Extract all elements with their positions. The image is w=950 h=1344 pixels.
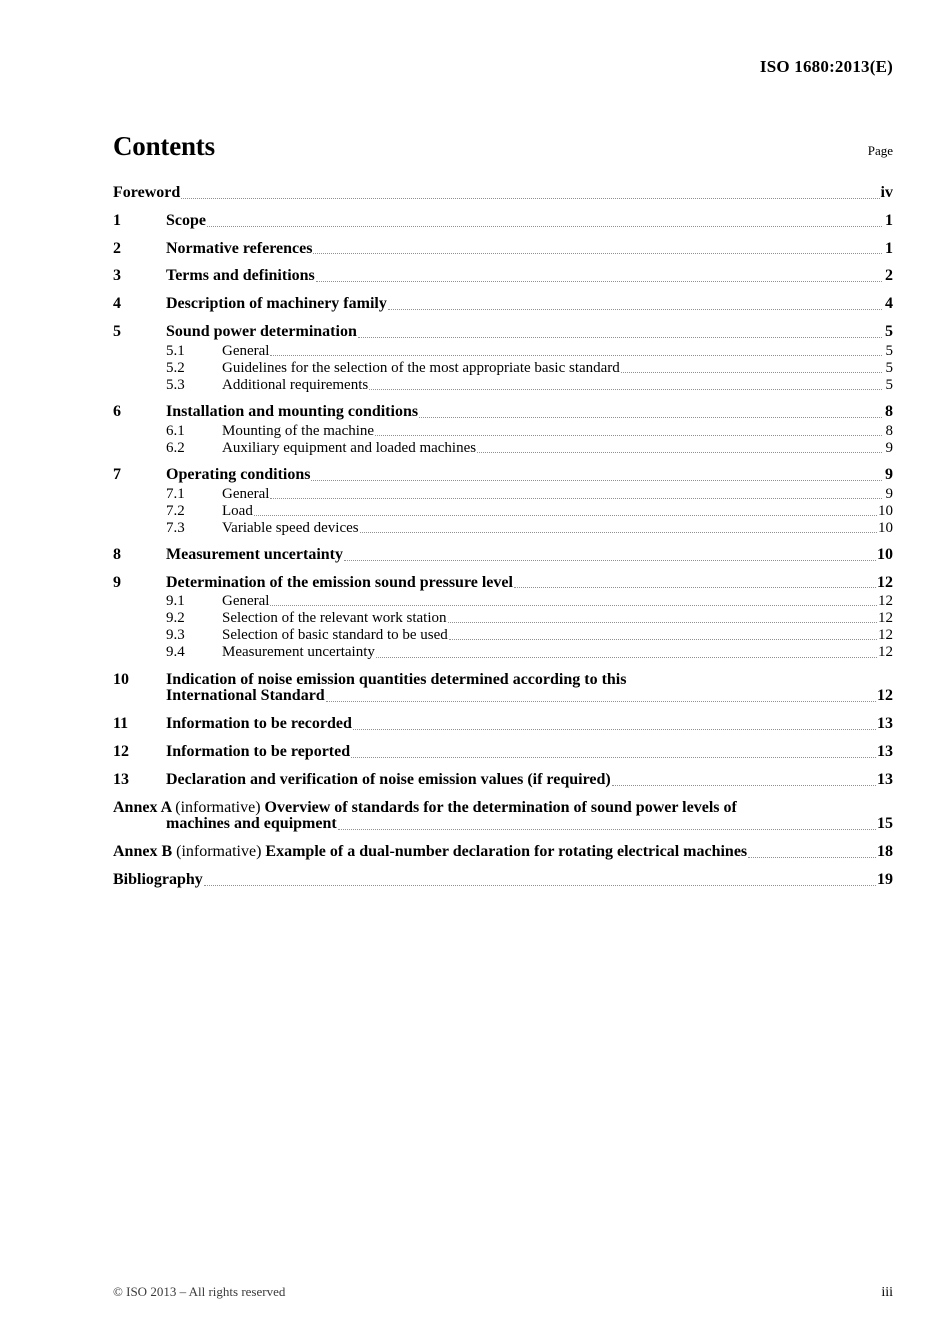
dot-leader [270,593,877,609]
toc-entry-number: 9.1 [166,593,185,610]
toc-entry-number: 11 [113,715,129,733]
toc-entry-title: Terms and definitions [166,267,315,285]
dot-leader [270,343,882,359]
dot-leader [338,817,876,833]
toc-entry-number: 1 [113,211,121,229]
toc-entry-number: 6.2 [166,439,185,456]
dot-leader [344,548,876,564]
annex-label: Annex B [113,843,177,861]
toc-entry-page: 10 [877,545,893,563]
toc-entry-title: General [222,342,270,359]
dot-leader [514,575,876,591]
toc-entry-page: iv [880,184,893,201]
toc-entry[interactable] [113,404,893,421]
toc-entry-title: Normative references [166,239,313,257]
toc-entry-page: 5 [885,376,893,393]
dot-leader [270,486,882,502]
bibliography-title: Bibliography [113,870,203,888]
toc-entry-title: Operating conditions [166,465,311,483]
toc-entry-title: General [222,485,270,502]
toc-bibliography-entry[interactable] [113,872,893,889]
annex-kind: (informative) [175,798,261,816]
toc-entry-title: Scope [166,211,206,229]
toc-entry-page: 9 [885,485,893,502]
toc-entry[interactable] [113,744,893,761]
toc-entry-number: 6.1 [166,422,185,439]
toc-entry-number: 7.3 [166,519,185,536]
contents-heading-row [113,131,893,162]
toc-entry-title: Information to be reported [166,742,351,760]
annex-page: 18 [877,843,893,861]
toc-entry-page: 8 [885,402,893,420]
toc-entry-page: 12 [877,687,893,705]
toc-entry-page: 8 [885,422,893,439]
dot-leader [353,717,876,733]
toc-entry[interactable] [113,440,893,456]
toc-entry[interactable] [113,716,893,733]
dot-leader [612,773,876,789]
toc-entry-title: Mounting of the machine [222,422,375,439]
dot-leader [326,689,876,705]
toc-entry-number: 5.3 [166,376,185,393]
toc-entry-title: Selection of the relevant work station [222,610,447,627]
toc-entry[interactable] [113,467,893,484]
dot-leader [351,745,876,761]
toc-entry-title: Selection of basic standard to be used [222,627,448,644]
dot-leader [388,297,882,313]
toc-entry[interactable] [113,610,893,626]
annex-title-continuation [113,816,893,833]
toc-entry-title: Installation and mounting conditions [166,402,419,420]
toc-entry-number: 5.2 [166,359,185,376]
dot-leader [204,873,876,889]
dot-leader [254,503,877,519]
toc-entry-number: 7 [113,465,121,483]
dot-leader [358,325,882,341]
toc-entry[interactable] [113,343,893,359]
toc-annex-entry[interactable] [113,844,893,861]
toc-entry-page: 10 [878,519,893,536]
dot-leader [369,377,882,393]
dot-leader [419,405,882,421]
toc-entry-number: 9.4 [166,644,185,661]
page-title: Contents [113,131,215,161]
toc-entry-page: 12 [878,644,893,661]
toc-entry[interactable] [113,593,893,609]
toc-entry-number: 8 [113,545,121,563]
dot-leader [181,186,879,202]
toc-entry-number: 7.1 [166,485,185,502]
toc-entry-page: 10 [878,502,893,519]
dot-leader [748,845,876,861]
toc-entry-number: 13 [113,770,129,788]
toc-entry-number: 6 [113,402,121,420]
toc-entry-number: 5.1 [166,342,185,359]
toc-entry-number: 3 [113,267,121,285]
toc-entry-number: 9.2 [166,610,185,627]
toc-entry[interactable] [113,268,893,285]
annex-title: Overview of standards for the determination of sound power levels of [260,798,737,816]
annex-label: Annex A [113,798,176,816]
toc-entry-page: 13 [877,715,893,733]
dot-leader [375,423,882,439]
toc-entry-title: Determination of the emission sound pressure level [166,573,513,591]
toc-entry[interactable] [113,296,893,313]
dot-leader [448,610,877,626]
page-folio: iii [881,1285,893,1300]
toc-entry-page: 12 [878,593,893,610]
toc-entry-page: 12 [878,627,893,644]
toc-entry-page: 9 [885,439,893,456]
toc-entry[interactable] [113,520,893,536]
toc-entry[interactable] [113,213,893,230]
toc-entry[interactable] [113,377,893,393]
toc-entry-page: 5 [885,359,893,376]
toc-entry-page: 2 [885,267,893,285]
toc-entry[interactable] [113,627,893,643]
toc-entry-title: Auxiliary equipment and loaded machines [222,439,477,456]
toc-entry-page: 5 [885,342,893,359]
toc-entry-page: 12 [877,573,893,591]
toc-entry-title: Indication of noise emission quantities determined according to this [166,670,627,688]
toc-entry-title: Information to be recorded [166,715,352,733]
toc-entry-number: 5 [113,322,121,340]
toc-entry-number: 9 [113,573,121,591]
toc-entry[interactable] [113,503,893,519]
toc-entry-title: Declaration and verification of noise emission values (if required) [166,770,611,788]
toc-entry-title-continuation [113,688,893,705]
toc-entry-number: 2 [113,239,121,257]
toc-entry-title: Measurement uncertainty [222,644,375,661]
toc-entry-title: Variable speed devices [222,519,359,536]
dot-leader [207,214,882,230]
toc-entry-number: 9.3 [166,627,185,644]
toc-entry-page: 13 [877,770,893,788]
toc-entry-number: 10 [113,670,129,688]
dot-leader [316,269,882,285]
dot-leader [449,627,877,643]
toc-entry-title: Foreword [113,184,181,201]
toc-entry-title: Additional requirements [222,376,369,393]
toc-entry-title: Description of machinery family [166,295,387,313]
toc-entry-title-line2: International Standard [166,687,325,705]
bibliography-page: 19 [877,870,893,888]
dot-leader [621,360,882,376]
toc-entry-page: 13 [877,742,893,760]
annex-title: Example of a dual-number declaration for rotating electrical machines [261,843,748,861]
toc-entry-page: 4 [885,295,893,313]
toc-entry[interactable] [113,644,893,660]
dot-leader [313,241,882,257]
toc-entry-number: 12 [113,742,129,760]
toc-entry[interactable] [113,672,893,706]
toc-entry[interactable] [113,575,893,592]
page-column-label: Page [867,143,893,158]
toc-entry-title: Sound power determination [166,322,357,340]
toc-entry-page: 12 [878,610,893,627]
toc-entry[interactable] [113,486,893,502]
toc-entry-page: 1 [885,211,893,229]
dot-leader [376,645,877,661]
toc-entry-page: 9 [885,465,893,483]
toc-entry[interactable] [113,547,893,564]
toc-entry-page: 1 [885,239,893,257]
toc-entry-page: 5 [885,322,893,340]
annex-title-line2: machines and equipment [166,815,337,833]
toc-entry-number: 7.2 [166,502,185,519]
toc-entry-number: 4 [113,295,121,313]
toc-entry-title: General [222,593,270,610]
annex-page: 15 [877,815,893,833]
toc-entry[interactable] [113,772,893,789]
page-footer [113,1284,893,1301]
toc-entry[interactable] [113,324,893,341]
annex-kind: (informative) [176,843,262,861]
copyright-notice: © ISO 2013 – All rights reserved [113,1284,286,1299]
dot-leader [477,440,882,456]
toc-entry[interactable] [113,185,893,202]
toc-entry[interactable] [113,423,893,439]
dot-leader [311,468,882,484]
table-of-contents [113,185,893,900]
toc-annex-entry[interactable] [113,800,893,834]
toc-entry[interactable] [113,241,893,258]
toc-entry-title: Load [222,502,253,519]
running-header: ISO 1680:2013(E) [759,57,893,76]
toc-entry-title: Guidelines for the selection of the most appropriate basic standard [222,359,620,376]
toc-entry-title: Measurement uncertainty [166,545,343,563]
toc-entry[interactable] [113,360,893,376]
dot-leader [360,520,877,536]
